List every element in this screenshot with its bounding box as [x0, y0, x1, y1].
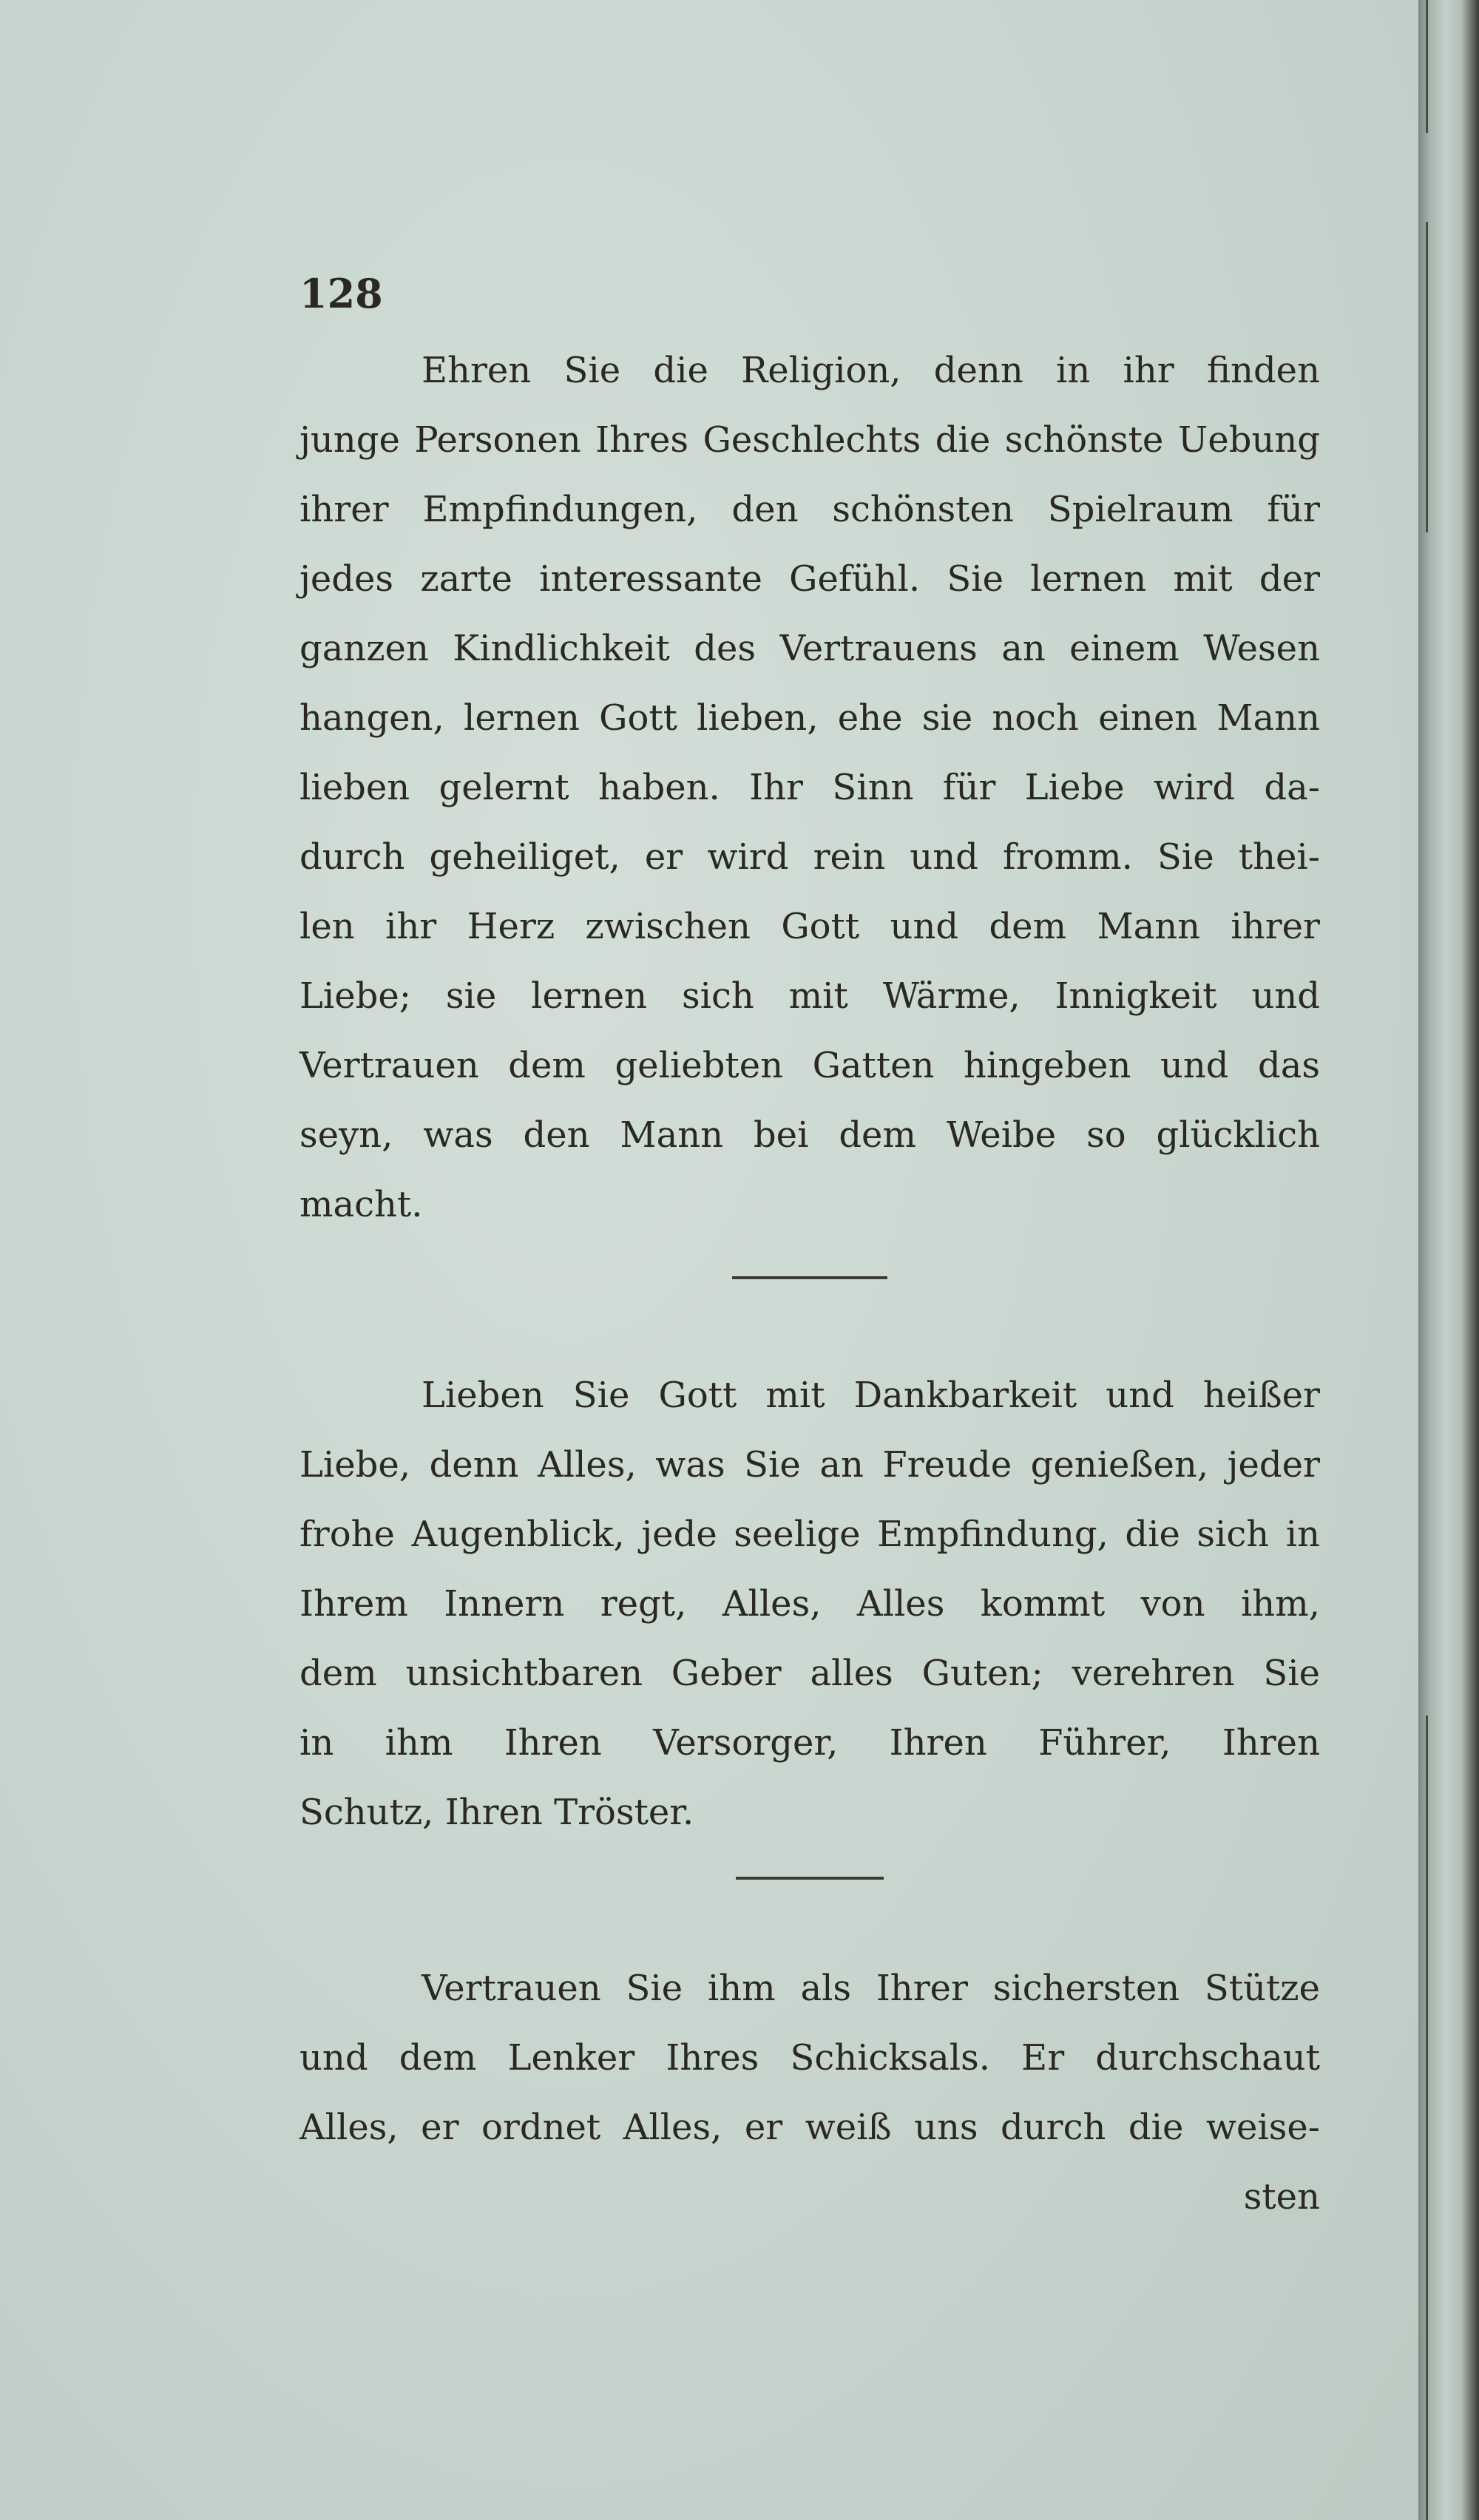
text-line: Ehren Sie die Religion, denn in ihr finden	[422, 350, 1320, 391]
catchword: sten	[1243, 2176, 1320, 2218]
text-line: durch geheiliget, er wird rein und fromm. Sie thei-	[299, 836, 1320, 878]
text-line: Alles, er ordnet Alles, er weiß uns durch die weise-	[299, 2107, 1320, 2148]
edge-mark	[1426, 222, 1428, 532]
paragraph-1	[299, 336, 1320, 1239]
text-line: Vertrauen Sie ihm als Ihrer sichersten Stütze	[422, 1968, 1320, 2009]
text-line: len ihr Herz zwischen Gott und dem Mann ihrer	[299, 906, 1320, 947]
text-line: macht.	[299, 1184, 423, 1225]
text-line: ganzen Kindlichkeit des Vertrauens an einem Wesen	[299, 628, 1320, 669]
text-line: Lieben Sie Gott mit Dankbarkeit und heißer	[422, 1375, 1320, 1416]
text-line: lieben gelernt haben. Ihr Sinn für Liebe wird da-	[299, 767, 1320, 808]
text-line: Liebe, denn Alles, was Sie an Freude genießen, jeder	[299, 1444, 1320, 1486]
paragraph-2	[299, 1361, 1320, 1847]
text-line: frohe Augenblick, jede seelige Empfindung, die sich in	[299, 1514, 1320, 1555]
text-line: Vertrauen dem geliebten Gatten hingeben und das	[299, 1045, 1320, 1086]
text-line: Schutz, Ihren Tröster.	[299, 1792, 694, 1833]
text-line: dem unsichtbaren Geber alles Guten; verehren Sie	[299, 1653, 1320, 1694]
page-number: 128	[299, 270, 383, 317]
text-line: Ihrem Innern regt, Alles, Alles kommt von ihm,	[299, 1583, 1320, 1625]
text-line: Liebe; sie lernen sich mit Wärme, Innigkeit und	[299, 975, 1320, 1017]
text-block	[299, 266, 1320, 2232]
text-line: hangen, lernen Gott lieben, ehe sie noch einen Mann	[299, 697, 1320, 739]
paragraph-3	[299, 1954, 1320, 2232]
text-line: jedes zarte interessante Gefühl. Sie lernen mit der	[299, 558, 1320, 600]
text-line: seyn, was den Mann bei dem Weibe so glücklich	[299, 1114, 1320, 1156]
text-line: ihrer Empfindungen, den schönsten Spielraum für	[299, 489, 1320, 530]
edge-mark	[1426, 0, 1428, 133]
header-spacer	[299, 266, 1320, 336]
edge-mark	[1426, 1715, 1428, 2520]
text-line: und dem Lenker Ihres Schicksals. Er durchschaut	[299, 2037, 1320, 2079]
text-line: in ihm Ihren Versorger, Ihren Führer, Ihren	[299, 1722, 1320, 1764]
text-line: junge Personen Ihres Geschlechts die schönste Uebung	[299, 419, 1320, 461]
